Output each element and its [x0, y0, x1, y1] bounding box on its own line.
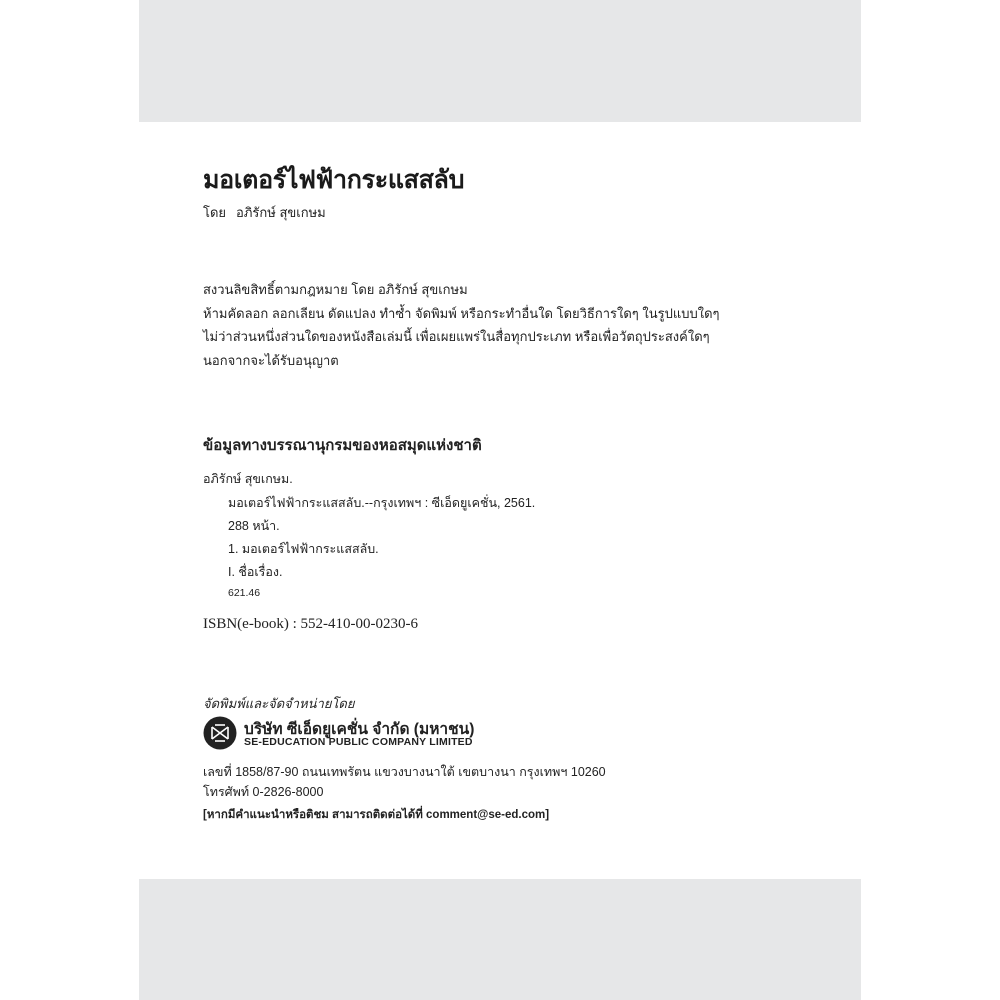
- isbn: ISBN(e-book) : 552-410-00-0230-6: [203, 616, 418, 632]
- cip-heading: ข้อมูลทางบรรณานุกรมของหอสมุดแห่งชาติ: [203, 438, 482, 454]
- cip-classification: 621.46: [228, 587, 261, 599]
- book-title: มอเตอร์ไฟฟ้ากระแสสลับ: [203, 166, 465, 194]
- cip-pages: 288 หน้า.: [228, 519, 280, 533]
- byline: [203, 202, 326, 223]
- publisher-phone: โทรศัพท์ 0-2826-8000: [203, 785, 324, 799]
- copyright-line: ไม่ว่าส่วนหนึ่งส่วนใดของหนังสือเล่มนี้ เพื่อเผยแพร่ในสื่อทุกประเภท หรือเพื่อวัตถุประสงค์ใดๆ: [203, 329, 710, 344]
- copyright-notice: [203, 278, 720, 372]
- copyright-line: นอกจากจะได้รับอนุญาต: [203, 352, 339, 368]
- by-label: โดย: [203, 205, 227, 220]
- cip-author: อภิรักษ์ สุขเกษม.: [203, 472, 293, 486]
- publisher-address: เลขที่ 1858/87-90 ถนนเทพรัตน แขวงบางนาใต้ เขตบางนา กรุงเทพฯ 10260: [203, 765, 606, 779]
- cip-title-line: มอเตอร์ไฟฟ้ากระแสสลับ.--กรุงเทพฯ : ซีเอ็ดยูเคชั่น, 2561.: [228, 496, 536, 510]
- cip-subject: 1. มอเตอร์ไฟฟ้ากระแสสลับ.: [228, 542, 379, 556]
- copyright-line: สงวนลิขสิทธิ์ตามกฎหมาย โดย อภิรักษ์ สุขเกษม: [203, 282, 468, 297]
- comment-contact: [หากมีคำแนะนำหรือติชม สามารถติดต่อได้ที่ comment@se-ed.com]: [203, 809, 550, 821]
- se-ed-logo-icon: [203, 716, 237, 750]
- author-name: อภิรักษ์ สุขเกษม: [236, 205, 326, 220]
- publisher-name-thai: บริษัท ซีเอ็ดยูเคชั่น จำกัด (มหาชน): [244, 721, 475, 738]
- publisher-name-english: SE-EDUCATION PUBLIC COMPANY LIMITED: [244, 736, 473, 748]
- publisher-intro: จัดพิมพ์และจัดจำหน่ายโดย: [203, 696, 355, 711]
- copyright-line: ห้ามคัดลอก ลอกเลียน ดัดแปลง ทำซ้ำ จัดพิมพ์ หรือกระทำอื่นใด โดยวิธีการใดๆ ในรูปแบบใดๆ: [203, 305, 720, 321]
- cip-title-entry: I. ชื่อเรื่อง.: [228, 565, 283, 579]
